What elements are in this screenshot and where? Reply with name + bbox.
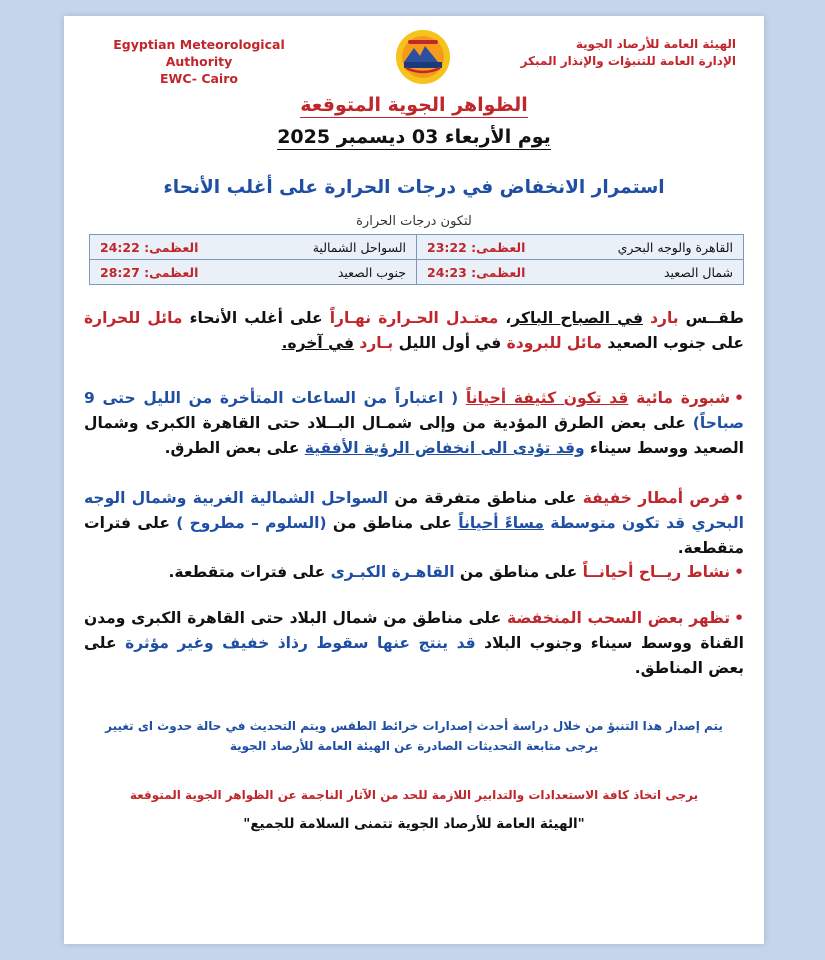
bullet-icon: •: [734, 563, 744, 581]
table-row: [90, 260, 744, 285]
temp-value: 24:22: [100, 239, 140, 255]
temp-label: العظمى:: [471, 239, 526, 255]
table-row: [90, 235, 744, 260]
headline: استمرار الانخفاض في درجات الحرارة على أغلب الأنحاء: [163, 177, 665, 198]
temp-label: العظمى:: [144, 239, 199, 255]
fog-paragraph: •شبورة مائية قد تكون كثيفة أحياناً ( اعتباراً من الساعات المتأخرة من الليل حتى 9 صباحاً) على بعض الطرق المؤدية من وإلى شمـال البــلاد حتى القاهرة الكبرى وشمال الصعيد ووسط سيناء وقد تؤدى الى انخفاض الرؤية الأفقية على بعض الطرق.: [84, 389, 744, 457]
unit-name-ar: الإدارة العامة للتنبؤات والإنذار المبكر: [520, 54, 736, 68]
temp-label: العظمى:: [144, 264, 199, 280]
org-name-ar: الهيئة العامة للأرصاد الجوية: [575, 37, 736, 51]
forecast-document: [64, 16, 764, 944]
region-name: شمال الصعيد: [663, 264, 733, 280]
temps-label: لتكون درجات الحرارة: [356, 214, 472, 229]
temp-value: 24:23: [427, 264, 467, 280]
temp-cell: [90, 235, 417, 260]
temperature-table: [89, 234, 744, 285]
bullet-icon: •: [734, 489, 744, 507]
unit-name-en: EWC- Cairo: [160, 71, 238, 86]
region-name: السواحل الشمالية: [312, 239, 406, 255]
rain-paragraph: •فرص أمطار خفيفة على مناطق متفرقة من السواحل الشمالية الغربية وشمال الوجه البحري قد تكون متوسطة مساءً أحياناً على مناطق من (السلوم – مطروح ) على فترات متقطعة.: [84, 489, 744, 557]
region-name: جنوب الصعيد: [337, 264, 406, 280]
temp-value: 23:22: [427, 239, 467, 255]
temp-cell: [417, 260, 744, 285]
general-paragraph: طقــس بارد في الصباح الباكر، معتـدل الحـرارة نهـاراً على أغلب الأنحاء مائل للحرارة على جنوب الصعيد مائل للبرودة في أول الليل بـارد في آخره.: [84, 309, 744, 352]
precaution-warning: يرجى اتخاذ كافة الاستعدادات والتدابير اللازمة للحد من الآثار الناجمة عن الظواهر الجوية المتوقعة: [129, 788, 699, 802]
temp-cell: [417, 235, 744, 260]
bullet-icon: •: [734, 609, 744, 627]
temp-label: العظمى:: [471, 264, 526, 280]
ema-logo-icon: [394, 28, 452, 86]
region-name: القاهرة والوجه البحري: [617, 239, 733, 255]
temp-value: 28:27: [100, 264, 140, 280]
clouds-paragraph: •تظهر بعض السحب المنخفضة على مناطق من شمال البلاد حتى القاهرة الكبرى ومدن القناة ووسط سيناء وجنوب البلاد قد ينتج عنها سقوط رذاذ خفيف وغير مؤثرة على بعض المناطق.: [84, 609, 744, 677]
forecast-date: يوم الأربعاء 03 ديسمبر 2025: [277, 126, 551, 148]
update-note: يتم إصدار هذا التنبؤ من خلال دراسة أحدث إصدارات خرائط الطقس ويتم التحديث في حالة حدوث اى تغيير يرجى متابعة التحديثات الصادرة عن الهيئة العامة للأرصاد الجوية: [105, 719, 723, 753]
header-arabic: [476, 36, 736, 70]
wind-paragraph: •نشاط ريــاح أحيانــاً على مناطق من القاهـرة الكبـرى على فترات متقطعة.: [168, 563, 744, 581]
temp-cell: [90, 260, 417, 285]
closing-message: "الهيئة العامة للأرصاد الجوية تتمنى السلامة للجميع": [243, 816, 585, 832]
header-english: [84, 36, 314, 87]
org-name-en: Egyptian Meteorological Authority: [113, 37, 285, 69]
bullet-icon: •: [734, 389, 744, 407]
document-title: الظواهر الجوية المتوقعة: [300, 94, 528, 116]
